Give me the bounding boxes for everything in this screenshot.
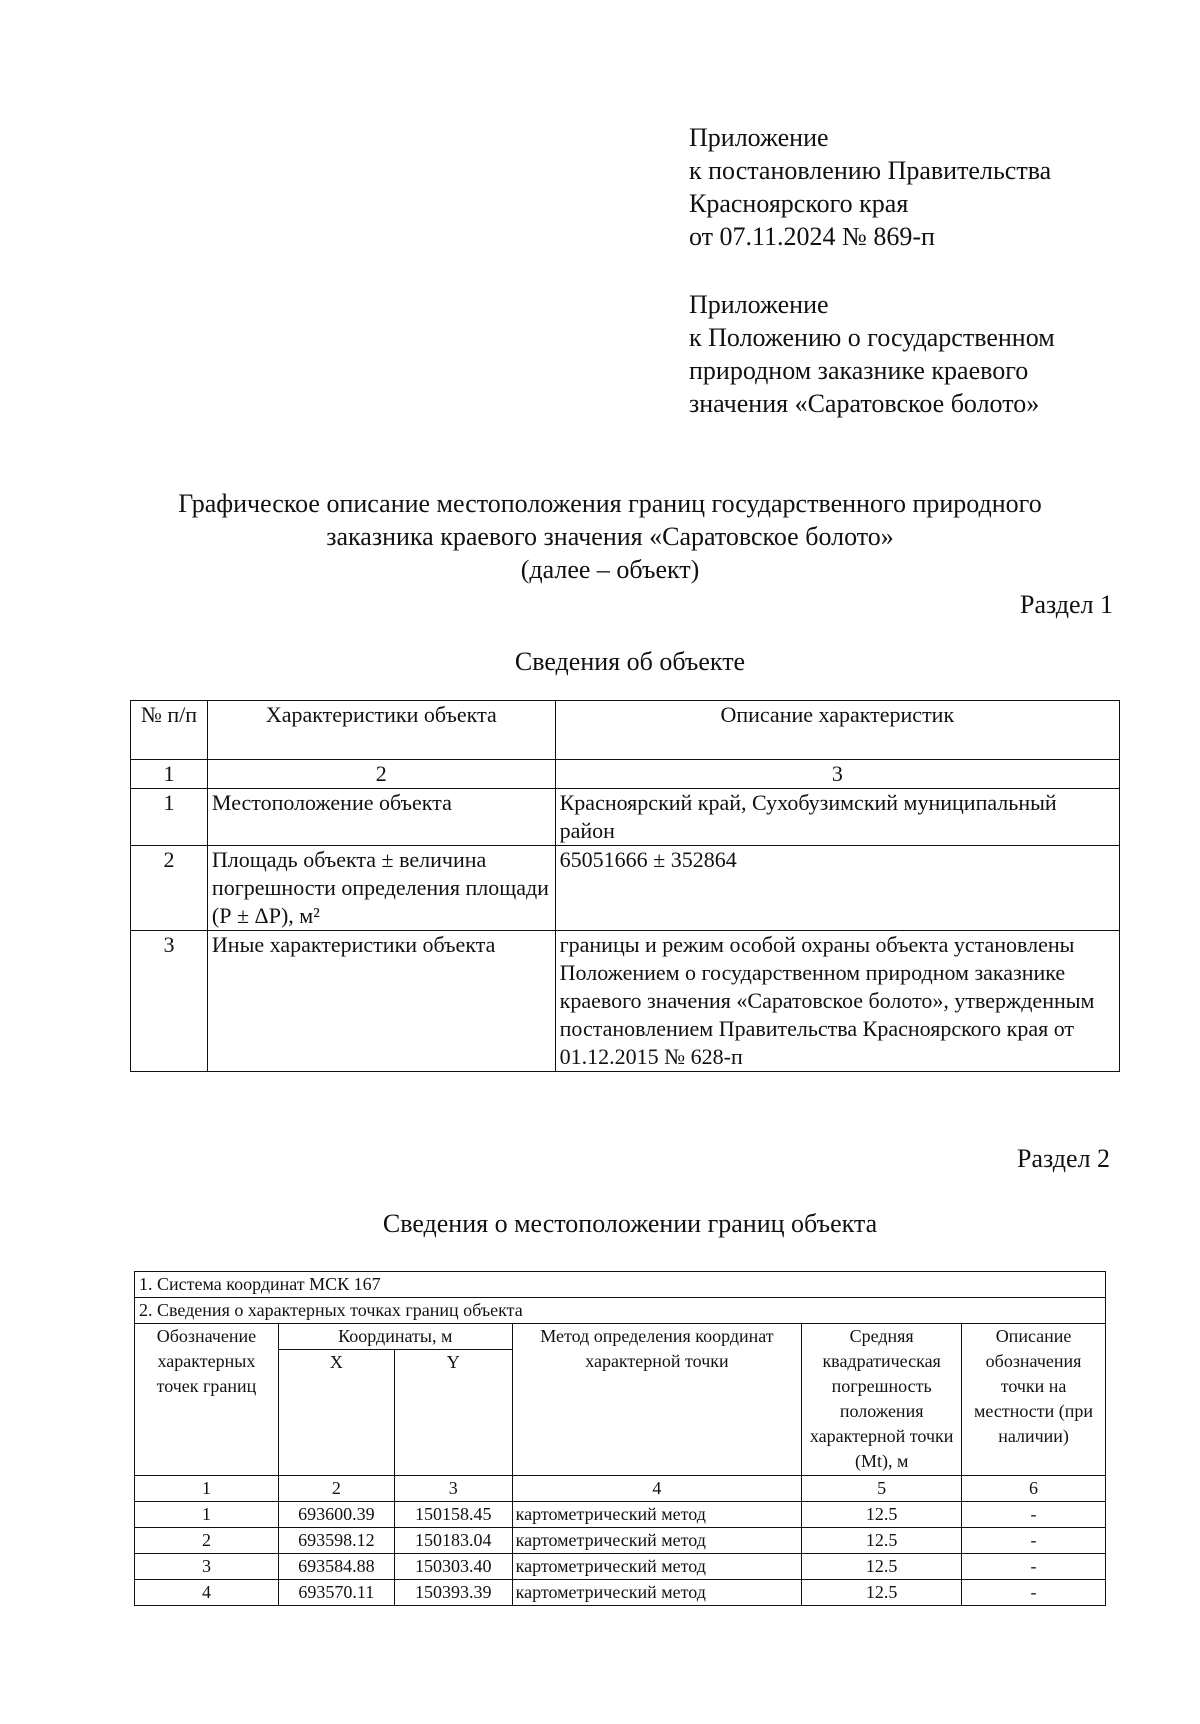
section1-label: Раздел 1 xyxy=(1020,590,1114,619)
point-method: картометрический метод xyxy=(512,1554,802,1580)
table-row xyxy=(135,1528,1106,1554)
row-number: 3 xyxy=(131,931,208,1072)
point-description: - xyxy=(962,1502,1106,1528)
point-method: картометрический метод xyxy=(512,1528,802,1554)
point-error: 12.5 xyxy=(802,1580,962,1606)
title-line1: Графическое описание местоположения границ государственного природного xyxy=(178,489,1042,518)
row-characteristic: Площадь объекта ± величина погрешности определения площади (Р ± ΔР), м² xyxy=(207,846,555,931)
point-x: 693584.88 xyxy=(278,1554,394,1580)
header-point-description: Описание обозначения точки на местности (при наличии) xyxy=(962,1324,1106,1476)
point-x: 693598.12 xyxy=(278,1528,394,1554)
appendix1-line4: от 07.11.2024 № 869-п xyxy=(689,222,935,251)
header-y: Y xyxy=(394,1350,512,1476)
row-number: 1 xyxy=(131,789,208,846)
section1-heading: Сведения об объекте xyxy=(514,647,746,676)
point-description: - xyxy=(962,1580,1106,1606)
point-y: 150393.39 xyxy=(394,1580,512,1606)
point-error: 12.5 xyxy=(802,1528,962,1554)
table-row xyxy=(135,1554,1106,1580)
title-line3: (далее – объект) xyxy=(520,555,700,584)
coordinate-system-row xyxy=(135,1272,1106,1298)
point-y: 150183.04 xyxy=(394,1528,512,1554)
table-row xyxy=(131,931,1120,1072)
table-row xyxy=(135,1502,1106,1528)
row-description: 65051666 ± 352864 xyxy=(555,846,1119,931)
appendix1-line3: Красноярского края xyxy=(689,189,909,218)
points-title: 2. Сведения о характерных точках границ объекта xyxy=(135,1298,1106,1324)
header-cell-description: Описание характеристик xyxy=(555,701,1119,760)
point-id: 4 xyxy=(135,1580,279,1606)
boundary-points-table xyxy=(134,1271,1106,1606)
header-x: X xyxy=(278,1350,394,1476)
points-title-row xyxy=(135,1298,1106,1324)
row-number: 2 xyxy=(131,846,208,931)
appendix2-line2: к Положению о государственном xyxy=(689,323,1055,352)
column-number: 2 xyxy=(278,1476,394,1502)
appendix1-line2: к постановлению Правительства xyxy=(689,156,1052,185)
header-error: Средняя квадратическая погрешность положения характерной точки (Mt), м xyxy=(802,1324,962,1476)
appendix1-line1: Приложение xyxy=(689,123,829,152)
document-title xyxy=(100,487,1120,586)
point-x: 693600.39 xyxy=(278,1502,394,1528)
appendix2-line1: Приложение xyxy=(689,290,829,319)
point-method: картометрический метод xyxy=(512,1580,802,1606)
point-method: картометрический метод xyxy=(512,1502,802,1528)
point-error: 12.5 xyxy=(802,1554,962,1580)
table-row xyxy=(135,1580,1106,1606)
point-description: - xyxy=(962,1554,1106,1580)
column-number: 4 xyxy=(512,1476,802,1502)
column-number: 3 xyxy=(555,760,1119,789)
coordinate-system: 1. Система координат МСК 167 xyxy=(135,1272,1106,1298)
point-y: 150158.45 xyxy=(394,1502,512,1528)
appendix2-line3: природном заказнике краевого xyxy=(689,356,1029,385)
row-description: границы и режим особой охраны объекта установлены Положением о государственном природном заказнике краевого значения «Саратовское болото», утвержденным постановлением Правительства Красноярского края от 01.12.2015 № 628-п xyxy=(555,931,1119,1072)
section2-heading: Сведения о местоположении границ объекта xyxy=(382,1209,878,1238)
header-cell-characteristic: Характеристики объекта xyxy=(207,701,555,760)
row-description: Красноярский край, Сухобузимский муниципальный район xyxy=(555,789,1119,846)
column-number: 5 xyxy=(802,1476,962,1502)
point-x: 693570.11 xyxy=(278,1580,394,1606)
column-number: 2 xyxy=(207,760,555,789)
column-number: 1 xyxy=(131,760,208,789)
point-id: 2 xyxy=(135,1528,279,1554)
point-description: - xyxy=(962,1528,1106,1554)
header-cell-number: № п/п xyxy=(131,701,208,760)
column-number: 3 xyxy=(394,1476,512,1502)
table-row xyxy=(131,789,1120,846)
header-designation: Обозначение характерных точек границ xyxy=(135,1324,279,1476)
table-number-row xyxy=(131,760,1120,789)
table-header-row xyxy=(131,701,1120,760)
table-header-row xyxy=(135,1324,1106,1350)
point-id: 1 xyxy=(135,1502,279,1528)
row-characteristic: Иные характеристики объекта xyxy=(207,931,555,1072)
point-error: 12.5 xyxy=(802,1502,962,1528)
header-coordinates: Координаты, м xyxy=(278,1324,512,1350)
section2-label: Раздел 2 xyxy=(1017,1144,1111,1173)
appendix2-line4: значения «Саратовское болото» xyxy=(689,389,1040,418)
point-y: 150303.40 xyxy=(394,1554,512,1580)
column-number: 6 xyxy=(962,1476,1106,1502)
row-characteristic: Местоположение объекта xyxy=(207,789,555,846)
object-info-table xyxy=(130,700,1120,1072)
point-id: 3 xyxy=(135,1554,279,1580)
header-method: Метод определения координат характерной точки xyxy=(512,1324,802,1476)
title-line2: заказника краевого значения «Саратовское болото» xyxy=(326,522,894,551)
table-number-row xyxy=(135,1476,1106,1502)
table-row xyxy=(131,846,1120,931)
column-number: 1 xyxy=(135,1476,279,1502)
